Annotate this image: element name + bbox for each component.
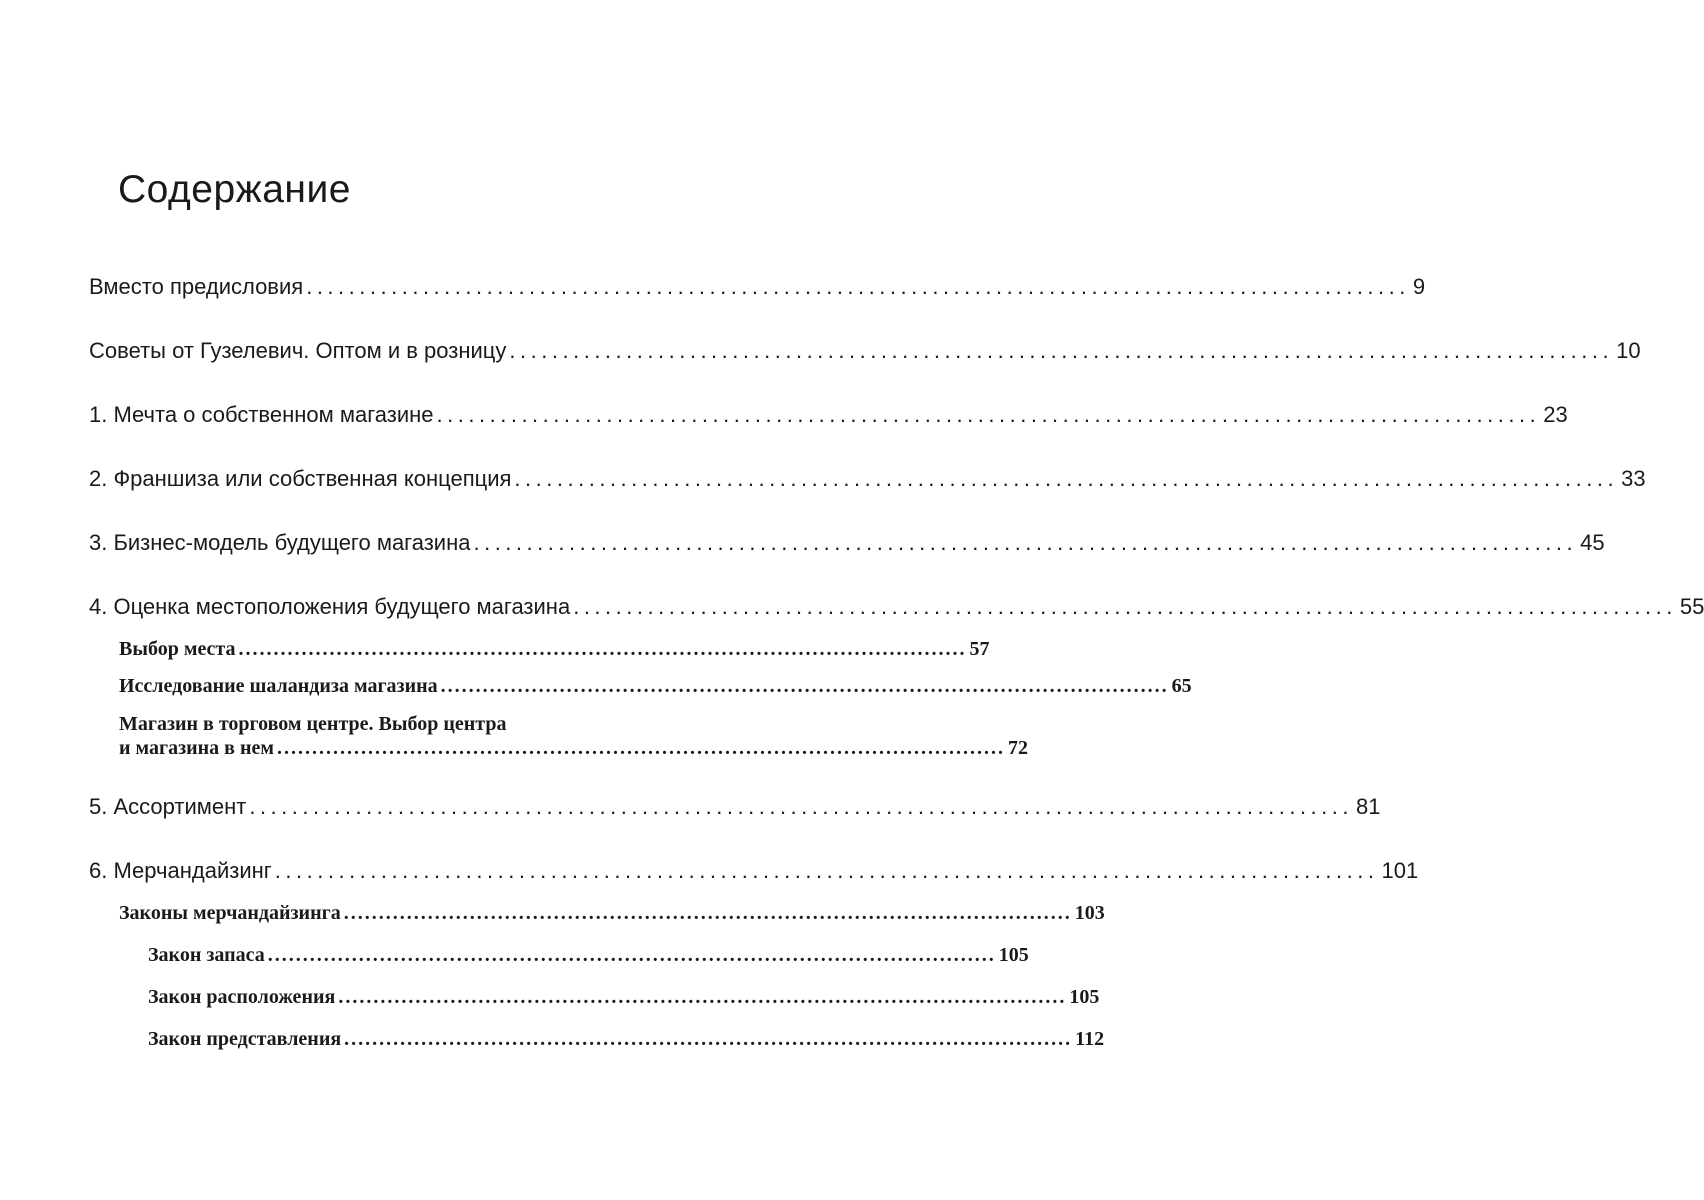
leader-dots: ........................................................................................................ (274, 858, 1379, 883)
toc-entry[interactable] (89, 594, 1704, 620)
toc-subentry-page: 72 (1008, 737, 1028, 759)
toc-subentry[interactable] (119, 675, 1192, 698)
page-title: Содержание (118, 168, 351, 211)
leader-dots: ........................................................................................................ (514, 466, 1619, 491)
leader-dots: ........................................................................................................ (238, 638, 967, 660)
toc-entry[interactable] (89, 274, 1426, 300)
toc-entry-label: Советы от Гузелевич. Оптом и в розницу (89, 338, 507, 363)
toc-entry-label: 3. Бизнес-модель будущего магазина (89, 530, 471, 555)
toc-subentry[interactable] (119, 638, 990, 661)
leader-dots: ........................................................................................................ (436, 402, 1541, 427)
toc-entry-label: 2. Франшиза или собственная концепция (89, 466, 512, 491)
toc-entry-label: Вместо предисловия (89, 274, 304, 299)
toc-subentry-page: 103 (1074, 902, 1105, 924)
toc-entry-label: 4. Оценка местоположения будущего магазина (89, 594, 571, 619)
toc-subsubentry-page: 105 (1069, 986, 1100, 1008)
toc-subsubentry[interactable] (148, 944, 1029, 967)
toc-entry[interactable] (89, 858, 1419, 884)
leader-dots: ........................................................................................................ (338, 986, 1067, 1008)
leader-dots: ........................................................................................................ (267, 944, 996, 966)
toc-subsubentry[interactable] (148, 986, 1100, 1009)
toc-subentry-label-line1[interactable]: Магазин в торговом центре. Выбор центра (119, 713, 507, 735)
toc-subentry-page: 65 (1171, 675, 1192, 697)
toc-entry-label: 6. Мерчандайзинг (89, 858, 272, 883)
toc-entry[interactable] (89, 338, 1641, 364)
leader-dots: ........................................................................................................ (343, 902, 1072, 924)
toc-subsubentry-page: 105 (998, 944, 1029, 966)
leader-dots: ........................................................................................................ (509, 338, 1614, 363)
leader-dots: ........................................................................................................ (473, 530, 1578, 555)
toc-entry-page: 101 (1381, 858, 1419, 883)
toc-subentry[interactable] (119, 902, 1105, 925)
leader-dots: ........................................................................................................ (249, 794, 1354, 819)
toc-subentry-page: 57 (969, 638, 990, 660)
toc-subsubentry[interactable] (148, 1028, 1105, 1051)
toc-entry-page: 33 (1621, 466, 1646, 491)
toc-subentry[interactable] (119, 737, 1028, 760)
toc-subentry-label: Законы мерчандайзинга (119, 902, 341, 924)
toc-subentry-label: Исследование шаландиза магазина (119, 675, 438, 697)
leader-dots: ........................................................................................................ (440, 675, 1169, 697)
toc-subsubentry-label: Закон представления (148, 1028, 342, 1050)
leader-dots: ........................................................................................................ (573, 594, 1677, 619)
leader-dots: ........................................................................................................ (306, 274, 1410, 299)
toc-entry[interactable] (89, 794, 1381, 820)
toc-entry-label: 5. Ассортимент (89, 794, 247, 819)
toc-entry-page: 9 (1412, 274, 1426, 299)
leader-dots: ........................................................................................................ (277, 737, 1005, 759)
leader-dots: ........................................................................................................ (344, 1028, 1073, 1050)
toc-subsubentry-label: Закон расположения (148, 986, 336, 1008)
toc-entry-page: 10 (1616, 338, 1641, 363)
toc-subsubentry-label: Закон запаса (148, 944, 265, 966)
toc-entry[interactable] (89, 402, 1568, 428)
toc-entry-page: 45 (1580, 530, 1605, 555)
toc-subsubentry-page: 112 (1075, 1028, 1105, 1050)
toc-subentry-label: и магазина в нем (119, 737, 274, 759)
toc-entry-label: 1. Мечта о собственном магазине (89, 402, 434, 427)
toc-entry-page: 23 (1543, 402, 1568, 427)
toc-entry[interactable] (89, 466, 1646, 492)
toc-subentry-label: Выбор места (119, 638, 236, 660)
toc-entry[interactable] (89, 530, 1605, 556)
toc-entry-page: 55 (1679, 594, 1704, 619)
toc-entry-page: 81 (1356, 794, 1381, 819)
